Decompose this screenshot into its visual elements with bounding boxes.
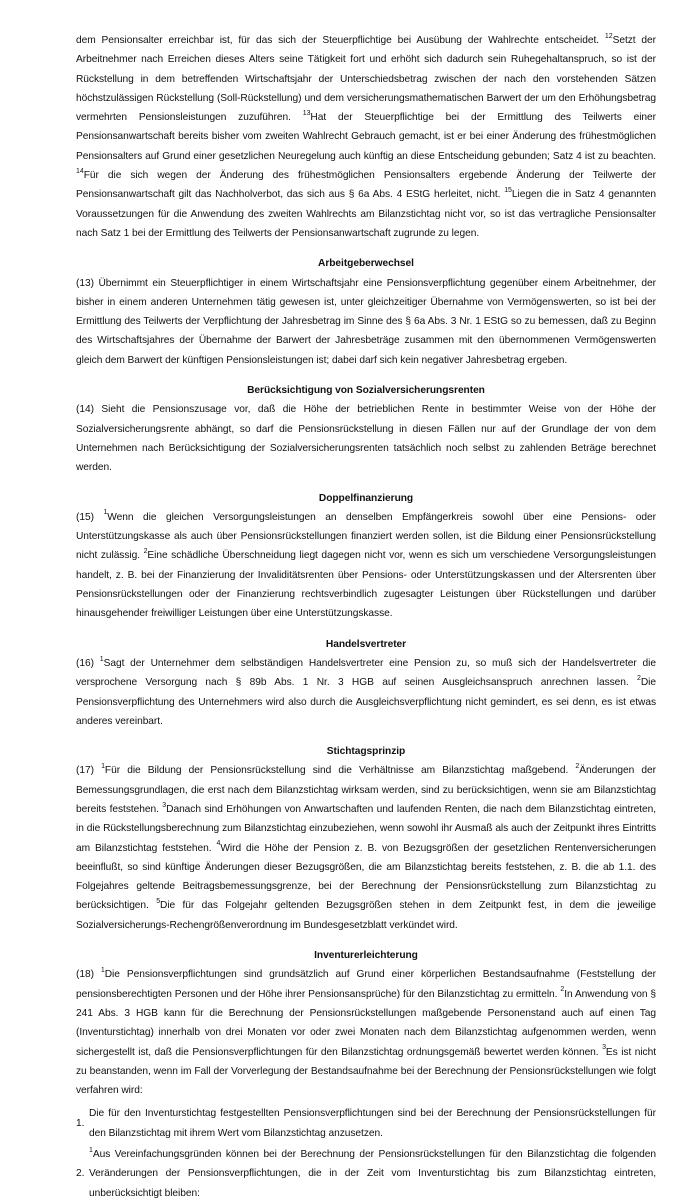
sentence-text: Für die Bildung der Pensionsrückstellung sind die Verhältnisse am Bilanzstichtag maßgebend. (104, 765, 569, 777)
paragraph-number: (13) (76, 277, 94, 289)
sentence-number: 13 (302, 109, 311, 117)
sentence-text: Danach sind Erhöhungen von Anwartschaften und laufenden Renten, die nach dem Bilanzstichtag eintreten, in die Rückstellungsberechnung zum Bilanzstichtag einzubeziehen, wenn sowohl ihr Ausmaß als auch der Zeitpunkt ihres Eintritts am Bilanzstichtag feststehen. (76, 803, 656, 854)
intro-paragraph (76, 31, 656, 243)
sentence-text: Setzt der Arbeitnehmer nach Erreichen dieses Alters seine Tätigkeit fort und erhöht sich dadurch sein Ruhegehaltanspruch, so ist der Rückstellung in dem betreffenden Wirtschaftsjahr der Unterschiedsbetrag zwischen der nach den vorstehenden Sätzen höchstzulässigen Rückstellung (Soll-Rückstellung) und dem versicherungsmathematischen Barwert der um den Erhöhungsbetrag vermehrten Pensionsleistungen zuzuführen. (76, 35, 656, 124)
section-heading: Inventurerleichterung (314, 950, 418, 962)
sentence-number: 12 (604, 32, 613, 40)
sentence-text: dem Pensionsalter erreichbar ist, für das sich der Steuerpflichtige bei Ausübung der Wahlrechte entscheidet. (76, 35, 600, 46)
sentence-number: 3 (602, 1044, 606, 1052)
sentence-text: Hat der Steuerpflichtige bei der Ermittlung des Teilwerts einer Pensionsanwartschaft bereits bisher vom zweiten Wahlrecht Gebrauch gemacht, ist er bei einer Änderung des frühestmöglichen Pensionsalters auf Grund einer gesetzlichen Neuregelung auch künftig an diese Entscheidung gebunden; Satz 4 ist zu beachten. (76, 112, 656, 162)
sentence-number: 2 (637, 674, 641, 682)
sentence-number: 5 (156, 898, 161, 906)
paragraph-number: (18) (76, 969, 94, 981)
sentence-text: Wird die Höhe der Pension z. B. von Bezugsgrößen der gesetzlichen Rentenversicherungen beeinflußt, so sind künftige Änderungen dieser Bezugsgrößen, die am Bilanzstichtag bereits feststehen, z. B. die ab 1.1. des Folgejahres geltende Beitragsbemessungsgrenze, bei der Berechnung der Pensionsrückstellung zum Bilanzstichtag zu berücksichtigen. (76, 842, 657, 912)
sentence-text: Änderungen der Bemessungsgrundlagen, die erst nach dem Bilanzstichtag wirksam werden, sind zu berücksichtigen, wenn sie am Bilanzstichtag bereits feststehen. (76, 765, 656, 815)
sentence-text: Sieht die Pensionszusage vor, daß die Höhe der betrieblichen Rente in bestimmter Weise von der Höhe der Sozialversicherungsrente abhängt, so darf die Pensionsrückstellung in diesen Fällen nur auf der Grundlage der von dem Unternehmen nach Berücksichtigung der Sozialversicherungsrenten tatsächlich noch selbst zu zahlenden Beträge berechnet werden. (76, 404, 656, 474)
sentence-text: Aus Vereinfachungsgründen können bei der Berechnung der Pensionsrückstellungen für den Bilanzstichtag die folgenden Veränderungen der Pensionsverpflichtungen, die in der Zeit vom Inventurstichtag bis zum Bilanzstichtag eintreten, unberücksichtigt bleiben: (89, 1149, 656, 1199)
section-paragraph (76, 965, 656, 1100)
sentence-number: 1 (101, 763, 105, 770)
sentence-number: 1 (103, 509, 108, 517)
sentence-number: 1 (99, 655, 104, 663)
sentence-text: Es ist nicht zu beanstanden, wenn im Fall der Vorverlegung der Bestandsaufnahme bei der Berechnung der Pensionsrückstellungen wie folgt verfahren wird: (76, 1046, 656, 1097)
section-paragraph (76, 274, 656, 370)
list-item (76, 1145, 656, 1203)
section-heading: Berücksichtigung von Sozialversicherungsrenten (247, 385, 485, 397)
list-item (76, 1104, 656, 1143)
sentence-number: 14 (76, 167, 84, 175)
sections-container (76, 243, 656, 1100)
sentence-text: Wenn die gleichen Versorgungsleistungen an denselben Empfängerkreis sowohl über eine Pensions- oder Unterstützungskasse als auch über Pensionsrückstellungen finanziert werden sollen, ist die Bildung einer Pensionsrückstellung nicht zulässig. (76, 511, 656, 562)
list-item-text (89, 1145, 656, 1203)
list-item-text (89, 1104, 656, 1143)
sentence-number: 1 (100, 966, 105, 974)
sentence-text: Übernimmt ein Steuerpflichtiger in einem Wirtschaftsjahr eine Pensionsverpflichtung gegenüber einem Arbeitnehmer, der bisher in einem anderen Unternehmen tätig gewesen ist, unter gleichzeitiger Übernahme von Vermögenswerten, so ist bei der Ermittlung des Teilwerts der Verpflichtung der Jahresbetrag im Sinne des § 6a Abs. 3 Nr. 1 EStG so zu bemessen, daß zu Beginn des Wirtschaftsjahres der Übernahme der Barwert der Jahresbeträge zusammen mit den übernommenen Vermögenswerten gleich dem Barwert der künftigen Pensionsleistungen ist; dabei darf sich kein negativer Jahresbetrag ergeben. (76, 277, 656, 366)
section-heading: Arbeitgeberwechsel (318, 258, 414, 270)
sentence-text: Die Pensionsverpflichtungen sind grundsätzlich auf Grund einer körperlichen Bestandsaufnahme (Feststellung der pensionsberechtigten Personen und der Höhe ihrer Pensionsansprüche) für den Bilanzstichtag zu ermitteln. (76, 969, 657, 1000)
section-paragraph (76, 654, 656, 731)
sentence-text: Eine schädliche Überschneidung liegt dagegen nicht vor, wenn es sich um verschiedene Versorgungsleistungen handelt, z. B. bei der Finanzierung der Invaliditätsrenten über Pensions- oder Unterstützungskassen und der Altersrenten über Pensionsrückstellungen oder der Finanzierung rechtsverbindlich zugesagter Leistungen über Rückstellungen und darüber hinausgehender freiwilliger Leistungen über eine Unterstützungskasse. (76, 550, 656, 620)
paragraph-number: (15) (76, 511, 94, 523)
sentence-text: Die für den Inventurstichtag festgestellten Pensionsverpflichtungen sind bei der Berechnung der Pensionsrückstellungen für den Bilanzstichtag mit ihrem Wert vom Bilanzstichtag anzusetzen. (89, 1108, 656, 1139)
section-paragraph (76, 508, 656, 624)
sentence-text: In Anwendung von § 241 Abs. 3 HGB kann für die Berechnung der Pensionsrückstellungen maßgebende Personenstand auch auf einen Tag (Inventurstichtag) innerhalb von drei Monaten vor oder zwei Monaten nach dem Bilanzstichtag aufgenommen werden, wenn sichergestellt ist, daß die Pensionsverpflichtungen für den Bilanzstichtag ordnungsgemäß bewertet werden können. (76, 988, 656, 1058)
sentence-number: 3 (162, 801, 167, 809)
sentence-text: Die für das Folgejahr geltenden Bezugsgrößen stehen in dem Zeitpunkt fest, in dem die jeweilige Sozialversicherungs-Rechengrößenverordnung im Bundesgesetzblatt verkündet wird. (76, 900, 656, 931)
sentence-number: 15 (504, 186, 512, 194)
section-heading: Handelsvertreter (325, 638, 407, 650)
sentence-text: Die Pensionsverpflichtung des Unternehmers wird also durch die Ausgleichsverpflichtung nicht gemindert, es sei denn, es ist etwas anderes vereinbart. (76, 677, 657, 727)
sentence-number: 1 (89, 1146, 93, 1154)
paragraph-number: (16) (76, 657, 94, 669)
section-heading: Doppelfinanzierung (318, 492, 414, 504)
numbered-list (76, 1100, 656, 1202)
paragraph-number: (17) (76, 765, 94, 777)
sentence-number: 2 (560, 986, 565, 994)
sentence-text: Für die sich wegen der Änderung des frühestmöglichen Pensionsalters ergebende Änderung der Teilwerte der Pensionsanwartschaft gilt das Nachholverbot, das sich aus § 6a Abs. 4 EStG herleitet, nicht. (76, 170, 656, 201)
sentence-text: Sagt der Unternehmer dem selbständigen Handelsvertreter eine Pension zu, so muß sich der Handelsvertreter die versprochene Versorgung nach § 89b Abs. 1 Nr. 3 HGB auf seinen Ausgleichsanspruch anrechnen lassen. (76, 657, 656, 689)
list-number: 1. (76, 1118, 85, 1130)
section-paragraph (76, 400, 656, 477)
section-paragraph (76, 761, 656, 935)
paragraph-number: (14) (76, 404, 94, 416)
sentence-number: 2 (575, 763, 580, 770)
sentence-number: 2 (143, 548, 148, 556)
list-number: 2. (76, 1168, 85, 1180)
section-heading: Stichtagsprinzip (326, 746, 406, 758)
sentence-number: 4 (216, 840, 221, 848)
sentence-text: Liegen die in Satz 4 genannten Voraussetzungen für die Anwendung des zweiten Wahlrechts am Bilanzstichtag nicht vor, so ist das vertragliche Pensionsalter nach Satz 1 bei der Ermittlung des Teilwerts der Pensionsanwartschaft zugrunde zu legen. (76, 189, 656, 239)
